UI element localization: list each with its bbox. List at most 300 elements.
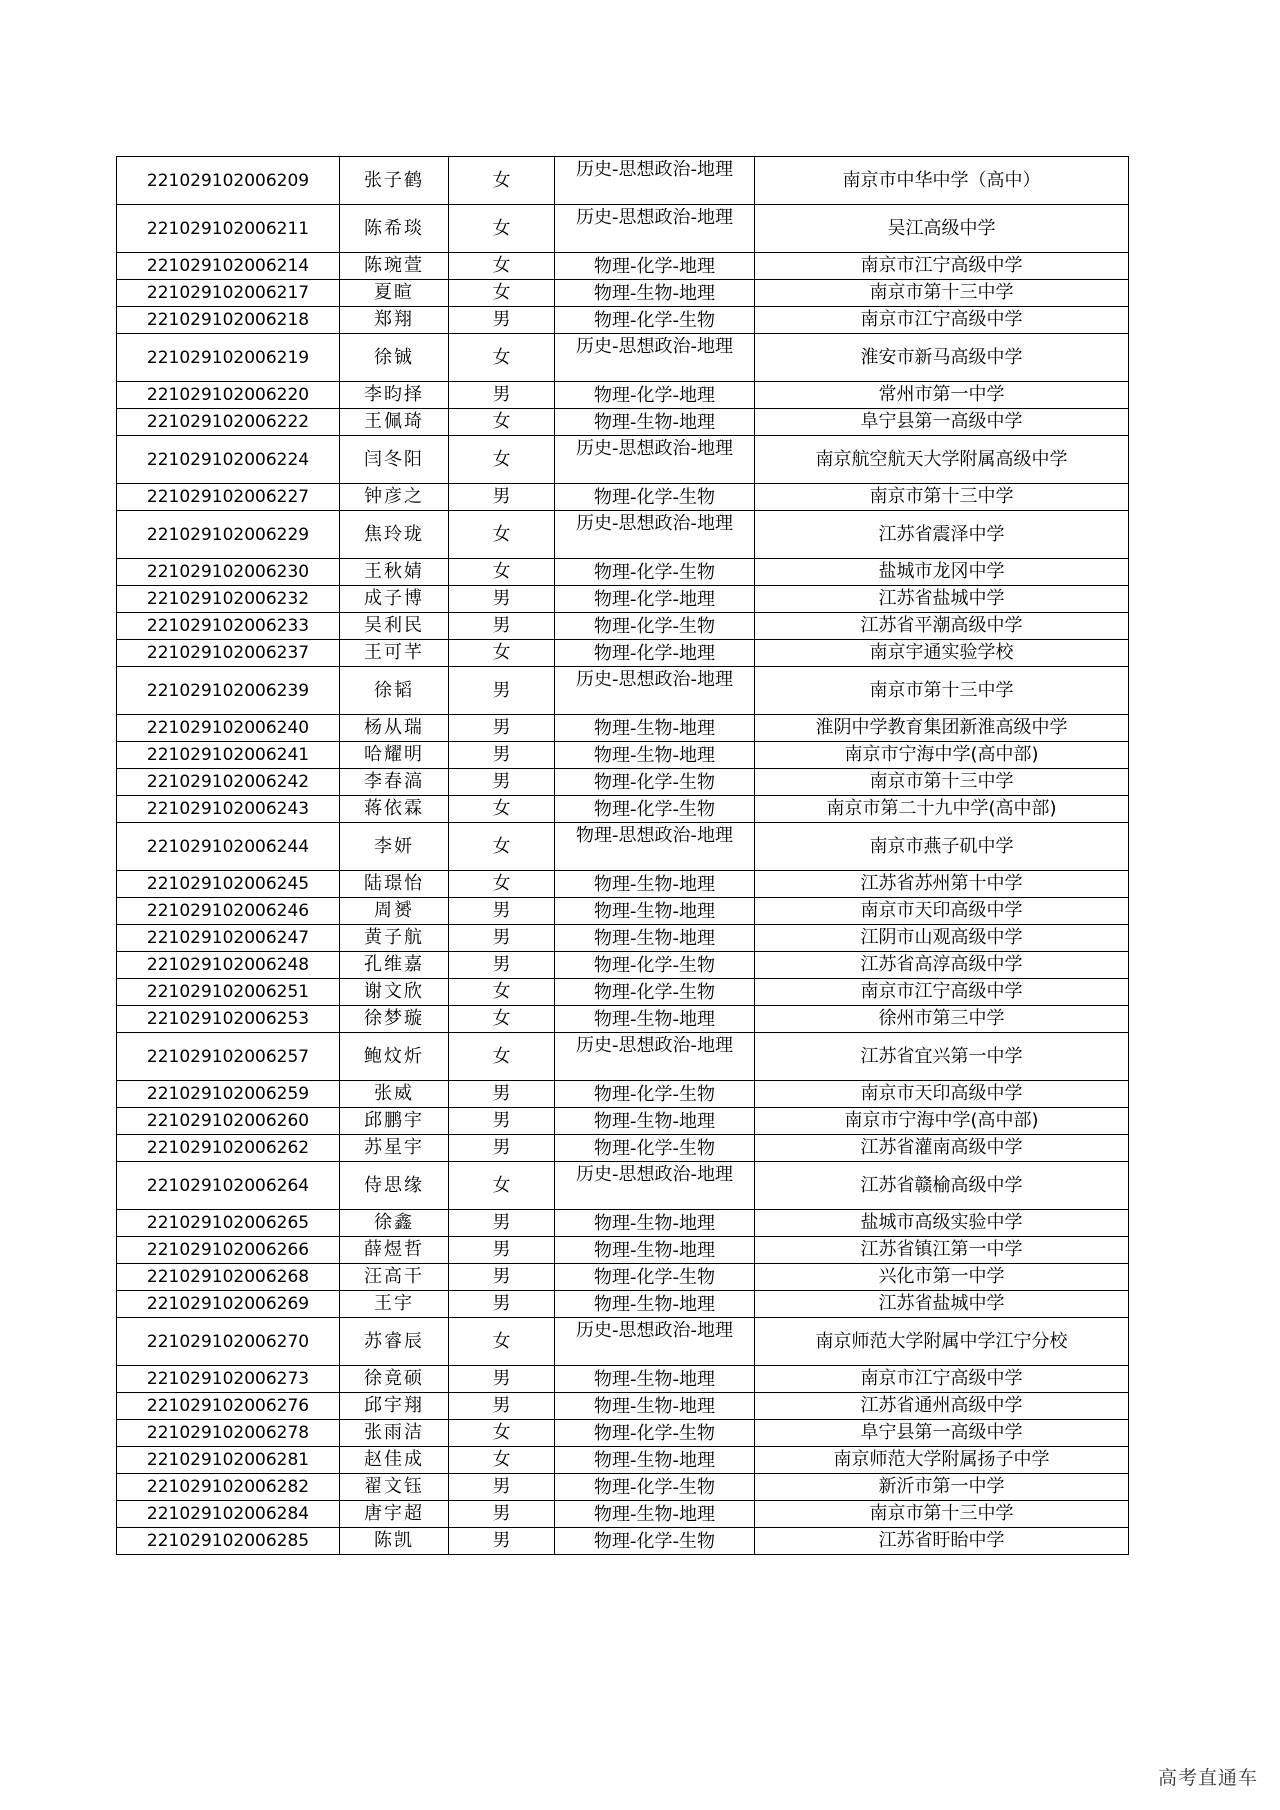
gender-cell: 女 bbox=[449, 205, 555, 253]
student-id-cell: 221029102006248 bbox=[117, 952, 340, 979]
student-id-cell: 221029102006278 bbox=[117, 1420, 340, 1447]
school-cell: 南京市江宁高级中学 bbox=[755, 307, 1129, 334]
student-id-cell: 221029102006266 bbox=[117, 1237, 340, 1264]
student-name-cell: 成子博 bbox=[340, 586, 449, 613]
student-name-cell: 闫冬阳 bbox=[340, 436, 449, 484]
gender-cell: 男 bbox=[449, 1237, 555, 1264]
student-name-cell: 李昀择 bbox=[340, 382, 449, 409]
gender-cell: 男 bbox=[449, 1081, 555, 1108]
student-name-cell: 赵佳成 bbox=[340, 1447, 449, 1474]
table-row bbox=[117, 1006, 1129, 1033]
student-name-cell: 李妍 bbox=[340, 823, 449, 871]
table-row bbox=[117, 1162, 1129, 1210]
gender-cell: 男 bbox=[449, 613, 555, 640]
subject-combination-cell bbox=[555, 742, 755, 769]
student-name-cell: 夏暄 bbox=[340, 280, 449, 307]
school-cell: 江苏省震泽中学 bbox=[755, 511, 1129, 559]
subject-combination-text: 物理-化学-生物 bbox=[594, 561, 715, 583]
table-row bbox=[117, 1237, 1129, 1264]
table-row bbox=[117, 715, 1129, 742]
subject-combination-text: 历史-思想政治-地理 bbox=[576, 208, 733, 228]
subject-combination-cell bbox=[555, 1420, 755, 1447]
subject-combination-text: 物理-化学-生物 bbox=[594, 1266, 715, 1288]
student-name-cell: 汪高干 bbox=[340, 1264, 449, 1291]
table-row bbox=[117, 484, 1129, 511]
subject-combination-cell bbox=[555, 769, 755, 796]
gender-cell: 女 bbox=[449, 871, 555, 898]
gender-cell: 女 bbox=[449, 1006, 555, 1033]
subject-combination-cell bbox=[555, 1366, 755, 1393]
student-id-cell: 221029102006268 bbox=[117, 1264, 340, 1291]
table-row bbox=[117, 1447, 1129, 1474]
gender-cell: 女 bbox=[449, 1033, 555, 1081]
school-cell: 阜宁县第一高级中学 bbox=[755, 1420, 1129, 1447]
school-cell: 新沂市第一中学 bbox=[755, 1474, 1129, 1501]
gender-cell: 女 bbox=[449, 1420, 555, 1447]
student-name-cell: 李春滈 bbox=[340, 769, 449, 796]
gender-cell: 女 bbox=[449, 823, 555, 871]
table-row bbox=[117, 898, 1129, 925]
student-id-cell: 221029102006269 bbox=[117, 1291, 340, 1318]
student-name-cell: 徐鑫 bbox=[340, 1210, 449, 1237]
student-name-cell: 张子鹤 bbox=[340, 157, 449, 205]
gender-cell: 男 bbox=[449, 1108, 555, 1135]
table-row bbox=[117, 796, 1129, 823]
subject-combination-cell bbox=[555, 1006, 755, 1033]
subject-combination-text: 历史-思想政治-地理 bbox=[576, 1036, 733, 1056]
table-row bbox=[117, 1318, 1129, 1366]
student-id-cell: 221029102006245 bbox=[117, 871, 340, 898]
school-cell: 盐城市龙冈中学 bbox=[755, 559, 1129, 586]
subject-combination-cell bbox=[555, 157, 755, 205]
table-row bbox=[117, 307, 1129, 334]
table-row bbox=[117, 1366, 1129, 1393]
school-cell: 江阴市山观高级中学 bbox=[755, 925, 1129, 952]
student-name-cell: 张雨洁 bbox=[340, 1420, 449, 1447]
student-id-cell: 221029102006209 bbox=[117, 157, 340, 205]
subject-combination-cell bbox=[555, 898, 755, 925]
student-name-cell: 王可芊 bbox=[340, 640, 449, 667]
subject-combination-text: 历史-思想政治-地理 bbox=[576, 439, 733, 459]
gender-cell: 男 bbox=[449, 1474, 555, 1501]
gender-cell: 女 bbox=[449, 511, 555, 559]
subject-combination-text: 物理-生物-地理 bbox=[594, 1395, 715, 1417]
student-name-cell: 徐梦璇 bbox=[340, 1006, 449, 1033]
gender-cell: 男 bbox=[449, 1528, 555, 1555]
table-row bbox=[117, 871, 1129, 898]
table-row bbox=[117, 205, 1129, 253]
student-name-cell: 黄子航 bbox=[340, 925, 449, 952]
school-cell: 淮安市新马高级中学 bbox=[755, 334, 1129, 382]
school-cell: 南京市天印高级中学 bbox=[755, 898, 1129, 925]
table-row bbox=[117, 157, 1129, 205]
school-cell: 南京市江宁高级中学 bbox=[755, 1366, 1129, 1393]
gender-cell: 男 bbox=[449, 769, 555, 796]
subject-combination-cell bbox=[555, 952, 755, 979]
student-id-cell: 221029102006247 bbox=[117, 925, 340, 952]
subject-combination-text: 物理-化学-生物 bbox=[594, 1083, 715, 1105]
table-row bbox=[117, 1528, 1129, 1555]
school-cell: 南京市中华中学（高中） bbox=[755, 157, 1129, 205]
subject-combination-cell bbox=[555, 253, 755, 280]
school-cell: 江苏省通州高级中学 bbox=[755, 1393, 1129, 1420]
student-id-cell: 221029102006240 bbox=[117, 715, 340, 742]
subject-combination-text: 物理-生物-地理 bbox=[594, 282, 715, 304]
subject-combination-text: 历史-思想政治-地理 bbox=[576, 1165, 733, 1185]
gender-cell: 男 bbox=[449, 307, 555, 334]
subject-combination-text: 物理-化学-生物 bbox=[594, 1530, 715, 1552]
gender-cell: 男 bbox=[449, 898, 555, 925]
subject-combination-text: 物理-生物-地理 bbox=[594, 411, 715, 433]
table-row bbox=[117, 511, 1129, 559]
student-id-cell: 221029102006243 bbox=[117, 796, 340, 823]
subject-combination-text: 物理-化学-生物 bbox=[594, 798, 715, 820]
school-cell: 江苏省高淳高级中学 bbox=[755, 952, 1129, 979]
school-cell: 南京市第十三中学 bbox=[755, 769, 1129, 796]
table-row bbox=[117, 382, 1129, 409]
subject-combination-cell bbox=[555, 484, 755, 511]
student-name-cell: 徐韬 bbox=[340, 667, 449, 715]
student-name-cell: 吴利民 bbox=[340, 613, 449, 640]
subject-combination-cell bbox=[555, 436, 755, 484]
gender-cell: 女 bbox=[449, 253, 555, 280]
student-id-cell: 221029102006232 bbox=[117, 586, 340, 613]
table-row bbox=[117, 769, 1129, 796]
subject-combination-text: 物理-化学-地理 bbox=[594, 588, 715, 610]
table-row bbox=[117, 334, 1129, 382]
table-row bbox=[117, 1108, 1129, 1135]
subject-combination-text: 物理-生物-地理 bbox=[594, 1293, 715, 1315]
student-id-cell: 221029102006262 bbox=[117, 1135, 340, 1162]
subject-combination-cell bbox=[555, 1210, 755, 1237]
school-cell: 南京市第二十九中学(高中部) bbox=[755, 796, 1129, 823]
subject-combination-text: 物理-生物-地理 bbox=[594, 1239, 715, 1261]
subject-combination-text: 物理-化学-生物 bbox=[594, 309, 715, 331]
student-id-cell: 221029102006227 bbox=[117, 484, 340, 511]
student-id-cell: 221029102006285 bbox=[117, 1528, 340, 1555]
subject-combination-text: 物理-生物-地理 bbox=[594, 1368, 715, 1390]
gender-cell: 女 bbox=[449, 640, 555, 667]
table-row bbox=[117, 613, 1129, 640]
subject-combination-text: 物理-生物-地理 bbox=[594, 927, 715, 949]
student-id-cell: 221029102006257 bbox=[117, 1033, 340, 1081]
school-cell: 江苏省宜兴第一中学 bbox=[755, 1033, 1129, 1081]
subject-combination-cell bbox=[555, 334, 755, 382]
student-id-cell: 221029102006219 bbox=[117, 334, 340, 382]
gender-cell: 女 bbox=[449, 796, 555, 823]
table-row bbox=[117, 1135, 1129, 1162]
school-cell: 南京市第十三中学 bbox=[755, 280, 1129, 307]
roster-body bbox=[117, 157, 1129, 1555]
gender-cell: 男 bbox=[449, 1366, 555, 1393]
school-cell: 江苏省盐城中学 bbox=[755, 586, 1129, 613]
subject-combination-text: 物理-生物-地理 bbox=[594, 717, 715, 739]
school-cell: 南京市第十三中学 bbox=[755, 484, 1129, 511]
student-id-cell: 221029102006265 bbox=[117, 1210, 340, 1237]
subject-combination-text: 物理-生物-地理 bbox=[594, 1212, 715, 1234]
subject-combination-cell bbox=[555, 409, 755, 436]
gender-cell: 女 bbox=[449, 280, 555, 307]
table-row bbox=[117, 1081, 1129, 1108]
subject-combination-cell bbox=[555, 823, 755, 871]
subject-combination-text: 物理-思想政治-地理 bbox=[576, 826, 733, 846]
subject-combination-cell bbox=[555, 1108, 755, 1135]
student-id-cell: 221029102006284 bbox=[117, 1501, 340, 1528]
student-name-cell: 周赟 bbox=[340, 898, 449, 925]
student-id-cell: 221029102006222 bbox=[117, 409, 340, 436]
student-id-cell: 221029102006251 bbox=[117, 979, 340, 1006]
school-cell: 江苏省镇江第一中学 bbox=[755, 1237, 1129, 1264]
table-row bbox=[117, 979, 1129, 1006]
gender-cell: 女 bbox=[449, 409, 555, 436]
gender-cell: 男 bbox=[449, 715, 555, 742]
subject-combination-cell bbox=[555, 640, 755, 667]
school-cell: 淮阴中学教育集团新淮高级中学 bbox=[755, 715, 1129, 742]
gender-cell: 男 bbox=[449, 742, 555, 769]
gender-cell: 女 bbox=[449, 157, 555, 205]
student-name-cell: 苏星宇 bbox=[340, 1135, 449, 1162]
student-id-cell: 221029102006220 bbox=[117, 382, 340, 409]
gender-cell: 男 bbox=[449, 952, 555, 979]
school-cell: 江苏省盐城中学 bbox=[755, 1291, 1129, 1318]
subject-combination-cell bbox=[555, 979, 755, 1006]
gender-cell: 男 bbox=[449, 382, 555, 409]
student-id-cell: 221029102006242 bbox=[117, 769, 340, 796]
student-id-cell: 221029102006253 bbox=[117, 1006, 340, 1033]
subject-combination-text: 物理-化学-生物 bbox=[594, 1422, 715, 1444]
gender-cell: 女 bbox=[449, 436, 555, 484]
subject-combination-text: 物理-化学-生物 bbox=[594, 1476, 715, 1498]
student-name-cell: 郑翔 bbox=[340, 307, 449, 334]
school-cell: 江苏省平潮高级中学 bbox=[755, 613, 1129, 640]
student-name-cell: 翟文钰 bbox=[340, 1474, 449, 1501]
school-cell: 南京航空航天大学附属高级中学 bbox=[755, 436, 1129, 484]
student-name-cell: 钟彦之 bbox=[340, 484, 449, 511]
table-row bbox=[117, 925, 1129, 952]
student-id-cell: 221029102006239 bbox=[117, 667, 340, 715]
student-name-cell: 王秋婧 bbox=[340, 559, 449, 586]
subject-combination-text: 历史-思想政治-地理 bbox=[576, 1321, 733, 1341]
student-id-cell: 221029102006241 bbox=[117, 742, 340, 769]
gender-cell: 男 bbox=[449, 1291, 555, 1318]
student-id-cell: 221029102006237 bbox=[117, 640, 340, 667]
school-cell: 江苏省赣榆高级中学 bbox=[755, 1162, 1129, 1210]
subject-combination-text: 物理-生物-地理 bbox=[594, 873, 715, 895]
student-name-cell: 陈琬萱 bbox=[340, 253, 449, 280]
table-row bbox=[117, 1210, 1129, 1237]
gender-cell: 女 bbox=[449, 559, 555, 586]
student-id-cell: 221029102006259 bbox=[117, 1081, 340, 1108]
gender-cell: 男 bbox=[449, 925, 555, 952]
school-cell: 南京师范大学附属中学江宁分校 bbox=[755, 1318, 1129, 1366]
student-name-cell: 孔维嘉 bbox=[340, 952, 449, 979]
student-id-cell: 221029102006246 bbox=[117, 898, 340, 925]
gender-cell: 男 bbox=[449, 1393, 555, 1420]
table-row bbox=[117, 559, 1129, 586]
table-row bbox=[117, 1474, 1129, 1501]
subject-combination-text: 历史-思想政治-地理 bbox=[576, 337, 733, 357]
student-id-cell: 221029102006211 bbox=[117, 205, 340, 253]
student-name-cell: 侍思缘 bbox=[340, 1162, 449, 1210]
subject-combination-cell bbox=[555, 1033, 755, 1081]
subject-combination-text: 物理-生物-地理 bbox=[594, 1503, 715, 1525]
student-id-cell: 221029102006233 bbox=[117, 613, 340, 640]
subject-combination-text: 物理-生物-地理 bbox=[594, 1449, 715, 1471]
student-id-cell: 221029102006229 bbox=[117, 511, 340, 559]
subject-combination-cell bbox=[555, 1528, 755, 1555]
subject-combination-cell bbox=[555, 925, 755, 952]
student-name-cell: 杨从瑞 bbox=[340, 715, 449, 742]
table-row bbox=[117, 586, 1129, 613]
subject-combination-text: 物理-化学-生物 bbox=[594, 615, 715, 637]
gender-cell: 女 bbox=[449, 334, 555, 382]
table-row bbox=[117, 1264, 1129, 1291]
table-row bbox=[117, 667, 1129, 715]
school-cell: 南京市江宁高级中学 bbox=[755, 253, 1129, 280]
school-cell: 吴江高级中学 bbox=[755, 205, 1129, 253]
gender-cell: 男 bbox=[449, 1210, 555, 1237]
student-id-cell: 221029102006276 bbox=[117, 1393, 340, 1420]
subject-combination-text: 物理-化学-生物 bbox=[594, 981, 715, 1003]
subject-combination-text: 物理-化学-地理 bbox=[594, 255, 715, 277]
student-name-cell: 徐竟硕 bbox=[340, 1366, 449, 1393]
student-name-cell: 苏睿辰 bbox=[340, 1318, 449, 1366]
subject-combination-text: 历史-思想政治-地理 bbox=[576, 514, 733, 534]
table-row bbox=[117, 952, 1129, 979]
school-cell: 南京市宁海中学(高中部) bbox=[755, 742, 1129, 769]
student-id-cell: 221029102006217 bbox=[117, 280, 340, 307]
gender-cell: 男 bbox=[449, 1135, 555, 1162]
gender-cell: 男 bbox=[449, 484, 555, 511]
school-cell: 盐城市高级实验中学 bbox=[755, 1210, 1129, 1237]
subject-combination-text: 历史-思想政治-地理 bbox=[576, 160, 733, 180]
school-cell: 南京市天印高级中学 bbox=[755, 1081, 1129, 1108]
table-row bbox=[117, 280, 1129, 307]
subject-combination-cell bbox=[555, 1162, 755, 1210]
subject-combination-cell bbox=[555, 1291, 755, 1318]
subject-combination-cell bbox=[555, 205, 755, 253]
subject-combination-cell bbox=[555, 667, 755, 715]
table-row bbox=[117, 640, 1129, 667]
student-id-cell: 221029102006224 bbox=[117, 436, 340, 484]
student-id-cell: 221029102006244 bbox=[117, 823, 340, 871]
gender-cell: 女 bbox=[449, 1162, 555, 1210]
student-name-cell: 张威 bbox=[340, 1081, 449, 1108]
table-row bbox=[117, 742, 1129, 769]
subject-combination-cell bbox=[555, 382, 755, 409]
subject-combination-text: 历史-思想政治-地理 bbox=[576, 670, 733, 690]
subject-combination-cell bbox=[555, 1474, 755, 1501]
gender-cell: 男 bbox=[449, 667, 555, 715]
subject-combination-text: 物理-化学-生物 bbox=[594, 954, 715, 976]
subject-combination-text: 物理-化学-生物 bbox=[594, 486, 715, 508]
school-cell: 南京市江宁高级中学 bbox=[755, 979, 1129, 1006]
school-cell: 南京师范大学附属扬子中学 bbox=[755, 1447, 1129, 1474]
school-cell: 徐州市第三中学 bbox=[755, 1006, 1129, 1033]
subject-combination-cell bbox=[555, 559, 755, 586]
subject-combination-text: 物理-化学-地理 bbox=[594, 642, 715, 664]
gender-cell: 女 bbox=[449, 1447, 555, 1474]
subject-combination-cell bbox=[555, 1393, 755, 1420]
student-name-cell: 陈凯 bbox=[340, 1528, 449, 1555]
table-row bbox=[117, 1393, 1129, 1420]
school-cell: 南京市第十三中学 bbox=[755, 667, 1129, 715]
subject-combination-text: 物理-生物-地理 bbox=[594, 900, 715, 922]
subject-combination-text: 物理-生物-地理 bbox=[594, 1008, 715, 1030]
gender-cell: 男 bbox=[449, 1264, 555, 1291]
student-id-cell: 221029102006214 bbox=[117, 253, 340, 280]
watermark-text: 高考直通车 bbox=[1157, 1767, 1258, 1789]
student-id-cell: 221029102006273 bbox=[117, 1366, 340, 1393]
gender-cell: 男 bbox=[449, 1501, 555, 1528]
subject-combination-cell bbox=[555, 796, 755, 823]
subject-combination-cell bbox=[555, 511, 755, 559]
school-cell: 江苏省苏州第十中学 bbox=[755, 871, 1129, 898]
student-name-cell: 谢文欣 bbox=[340, 979, 449, 1006]
school-cell: 阜宁县第一高级中学 bbox=[755, 409, 1129, 436]
school-cell: 南京市宁海中学(高中部) bbox=[755, 1108, 1129, 1135]
student-name-cell: 邱宇翔 bbox=[340, 1393, 449, 1420]
subject-combination-cell bbox=[555, 1318, 755, 1366]
school-cell: 南京宇通实验学校 bbox=[755, 640, 1129, 667]
school-cell: 兴化市第一中学 bbox=[755, 1264, 1129, 1291]
subject-combination-cell bbox=[555, 586, 755, 613]
student-id-cell: 221029102006260 bbox=[117, 1108, 340, 1135]
student-name-cell: 徐铖 bbox=[340, 334, 449, 382]
subject-combination-text: 物理-生物-地理 bbox=[594, 1110, 715, 1132]
table-row bbox=[117, 436, 1129, 484]
school-cell: 江苏省灌南高级中学 bbox=[755, 1135, 1129, 1162]
student-name-cell: 薛煜哲 bbox=[340, 1237, 449, 1264]
student-id-cell: 221029102006281 bbox=[117, 1447, 340, 1474]
student-name-cell: 鲍炆炘 bbox=[340, 1033, 449, 1081]
subject-combination-cell bbox=[555, 1447, 755, 1474]
gender-cell: 女 bbox=[449, 1318, 555, 1366]
roster-table bbox=[116, 156, 1129, 1555]
student-id-cell: 221029102006264 bbox=[117, 1162, 340, 1210]
student-name-cell: 唐宇超 bbox=[340, 1501, 449, 1528]
student-name-cell: 王佩琦 bbox=[340, 409, 449, 436]
subject-combination-cell bbox=[555, 1264, 755, 1291]
subject-combination-cell bbox=[555, 1501, 755, 1528]
student-name-cell: 蒋依霖 bbox=[340, 796, 449, 823]
table-row bbox=[117, 253, 1129, 280]
student-name-cell: 邱鹏宇 bbox=[340, 1108, 449, 1135]
subject-combination-cell bbox=[555, 307, 755, 334]
school-cell: 南京市燕子矶中学 bbox=[755, 823, 1129, 871]
student-name-cell: 焦玲珑 bbox=[340, 511, 449, 559]
school-cell: 南京市第十三中学 bbox=[755, 1501, 1129, 1528]
subject-combination-cell bbox=[555, 613, 755, 640]
table-row bbox=[117, 1420, 1129, 1447]
table-row bbox=[117, 409, 1129, 436]
student-id-cell: 221029102006282 bbox=[117, 1474, 340, 1501]
student-name-cell: 陆璟怡 bbox=[340, 871, 449, 898]
student-id-cell: 221029102006270 bbox=[117, 1318, 340, 1366]
student-name-cell: 哈耀明 bbox=[340, 742, 449, 769]
subject-combination-text: 物理-生物-地理 bbox=[594, 744, 715, 766]
subject-combination-cell bbox=[555, 871, 755, 898]
school-cell: 常州市第一中学 bbox=[755, 382, 1129, 409]
student-name-cell: 王宇 bbox=[340, 1291, 449, 1318]
subject-combination-text: 物理-化学-生物 bbox=[594, 771, 715, 793]
subject-combination-cell bbox=[555, 1237, 755, 1264]
student-name-cell: 陈希琰 bbox=[340, 205, 449, 253]
subject-combination-text: 物理-化学-生物 bbox=[594, 1137, 715, 1159]
student-id-cell: 221029102006230 bbox=[117, 559, 340, 586]
table-row bbox=[117, 823, 1129, 871]
subject-combination-cell bbox=[555, 280, 755, 307]
